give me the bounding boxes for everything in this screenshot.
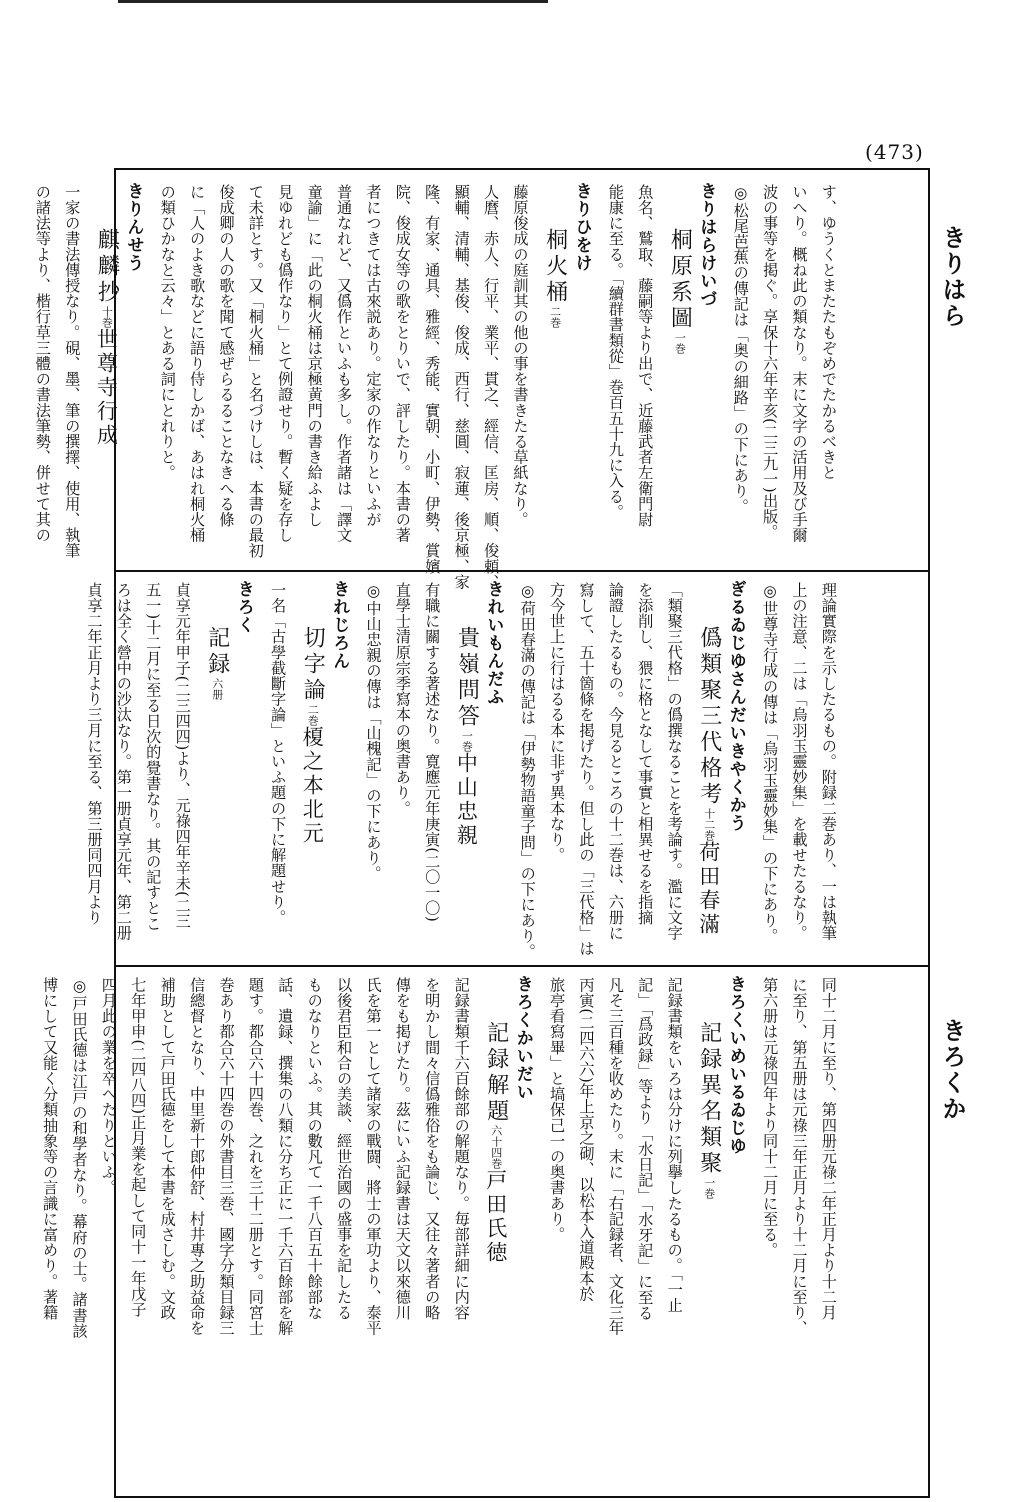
text-line: 以後君臣和合の美談、經世治國の盛事を記したる [335, 977, 354, 1321]
entry-title: 記録 [204, 626, 230, 678]
running-head-bottom: きろくか [938, 1018, 967, 1122]
text-line: ◎中山忠親の傳は「山槐記」の下にあり。 [364, 582, 383, 882]
text-line: 巻あり都合六十四巻の外書目三巻、國字分類目録三 [217, 977, 236, 1336]
text-line: 凡そ三百種を收めたり。末に「右記録者、文化三年 [606, 977, 625, 1336]
entry-volumes: 十巻 [100, 306, 114, 328]
entry-reading: きりひをけ [571, 182, 592, 272]
text-line: ろは全く營中の沙汰なり。第一册貞享元年、第二册 [114, 582, 133, 941]
text-line: 一家の書法傳授なり。硯、墨、筆の撰擇、使用、執筆 [63, 184, 82, 559]
text-line: 貞享二年正月より三月に至る、第三册同四月より [85, 582, 104, 926]
entry-title: 切字論 [300, 626, 326, 704]
text-line: 普通なれど、又僞作といふも多し。作者諸は「譯文 [335, 184, 354, 543]
text-line: 有職に關する著述なり。寛應元年庚寅(二〇一〇) [423, 582, 442, 923]
text-line: 題す。都合六十四巻、之れを三十二册とす。同宮士 [246, 977, 265, 1336]
entry-heading [540, 228, 571, 328]
entry-reading: きれじろん [329, 580, 350, 670]
text-line: 寫して、五十箇條を掲げたり。但し此の「三代格」は [577, 582, 596, 957]
text-line: 波の事等を掲ぐ。享保十六年辛亥(二三九一)出版。 [761, 184, 780, 540]
text-line: 記録書類をいろは分けに列擧したるもの。「一止 [665, 977, 684, 1313]
text-line: ◎戸田氏德は江戸の和學者なり。幕府の士。諸書該 [70, 977, 89, 1339]
entry-volumes: 二巻 [306, 704, 320, 726]
entry-author: 世尊寺行成 [94, 328, 119, 448]
text-line: 一名「古學截斷字論」といふ題の下に解題せり。 [269, 582, 288, 926]
text-line: て未詳とす。又「桐火桶」と名づけしは、本書の最初 [246, 184, 265, 559]
text-line: 隆、有家、通具、雅經、秀能、實朝、小町、伊勢、賞嬪 [423, 184, 442, 574]
entry-volumes: 一巻 [673, 332, 687, 354]
text-line: 方今世上に行はるる本に非ず異本なり。 [548, 582, 567, 863]
entry-heading [91, 228, 122, 448]
entry-volumes: 二巻 [548, 306, 562, 328]
entry-title: 麒麟抄 [94, 228, 120, 306]
text-line: 童諭」に「此の桐火桶は京極黄門の書き給ふよし [305, 184, 324, 528]
entry-reading: きりはらけいづ [696, 182, 717, 308]
entry-heading [297, 626, 328, 846]
text-line: 者につきては古來説あり。定家の作なりといふが [364, 184, 383, 528]
text-line: 補助として戸田氏德をして本書を成さしむ。文政 [158, 977, 177, 1321]
text-line: 顯輔、清輔、基俊、俊成、西行、慈圓、寂蓮、後京極、家 [452, 184, 471, 590]
text-line: 藤原俊成の庭訓其の他の事を書きたる草紙なり。 [511, 184, 530, 528]
entry-heading [202, 626, 233, 700]
text-line: 貞享元年甲子(二三四四)より、元祿四年辛未(二三 [173, 582, 192, 929]
page-number: (473) [865, 140, 924, 164]
text-line: 四月此の業を卒へたりといふ。 [99, 977, 118, 1196]
text-line: 記」「爲政録」等より「水日記」「水牙記」に至る [636, 977, 655, 1321]
entry-reading: きりんせう [123, 182, 144, 272]
text-line: ◎松尾芭蕉の傳記は「奥の細路」の下にあり。 [731, 184, 750, 515]
text-line: 見ゆれども僞作なり」とて例證せり。暫く疑を存し [276, 184, 295, 543]
entry-volumes: 六十四巻 [489, 1125, 503, 1169]
entry-author: 戸田氏徳 [483, 1169, 508, 1265]
text-line: 能康に至る。「續群書類從」巻百五十九に入る。 [606, 184, 625, 520]
entry-title: 貴嶺問答 [454, 626, 480, 730]
text-line: ◎世尊寺行成の傳は「烏羽玉靈妙集」の下にあり。 [761, 582, 780, 944]
text-line: 上の注意、二は「烏羽玉靈妙集」を載せたるなり。 [790, 582, 809, 941]
text-line: 魚名、鷲取、藤嗣等より出で、近藤武者左衛門尉 [636, 184, 655, 528]
section-divider-1 [114, 570, 930, 572]
text-line: 傳をも掲げたり。茲にいふ記録書は天文以來德川 [393, 977, 412, 1321]
entry-heading [664, 228, 695, 354]
text-line: 旅亭看寫畢」と塙保己一の奥書あり。 [548, 977, 567, 1243]
text-line: の諸法等より、楷行草三體の書法筆勢、併せて其の [33, 184, 52, 543]
entry-heading [694, 1021, 725, 1199]
text-line: に至り、第五册は元祿三年正月より十二月に至り、 [790, 977, 809, 1336]
text-line: 氏を第一として諸家の戰闘、將士の軍功より、泰平 [364, 977, 383, 1336]
text-line: を明かし間々信僞雅俗をも論じ、又往々著者の略 [423, 977, 442, 1321]
text-line: 院、俊成女等の歌をとりいで、評したり。本書の著 [393, 184, 412, 543]
text-line: 第六册は元祿四年より同十二月に至る。 [761, 977, 780, 1258]
text-line: 論證したるもの。今見るところの十二巻は、六册に [606, 582, 625, 941]
text-line: 「類聚三代格」の僞撰なることを考論す。濫に文字 [665, 582, 684, 941]
entry-reading: ぎるゐじゆさんだいきやくかう [725, 580, 746, 832]
entry-title: 記録異名類聚 [696, 1021, 722, 1177]
text-line: 直學士清原宗季寫本の奥書あり。 [393, 582, 412, 816]
entry-reading: きろく [233, 580, 254, 634]
entry-heading [451, 626, 482, 848]
text-line: 同十二月に至り、第四册元祿二年正月より十二月 [819, 977, 838, 1321]
text-line: 人麿、赤人、行平、業平、貫之、經信、匡房、順、俊頼、 [482, 184, 501, 590]
entry-title: 桐火桶 [542, 228, 568, 306]
text-line: ◎荷田春滿の傳記は「伊勢物語童子問」の下にあり。 [518, 582, 537, 960]
entry-author: 荷田春滿 [696, 841, 721, 937]
entry-volumes: 一巻 [702, 1177, 716, 1199]
text-line: ものなりといふ。其の數凡て一千八百五十餘部な [305, 977, 324, 1321]
text-line: す、ゆうくとまたたもぞめでたかるべきと [819, 184, 838, 481]
text-line: 七年甲申(二四八四)正月業を起して同十一年戊子 [129, 977, 148, 1318]
text-line: 記録書類千六百餘部の解題なり。毎部詳細に内容 [452, 977, 471, 1321]
text-line: 信總督となり、中里新十郎仲舒、村井專之助益命を [188, 977, 207, 1336]
text-line: 俊成卿の人の歌を聞て感ぜらるることなきへる條 [217, 184, 236, 528]
text-line: の類ひかなと云々」とある詞にとれりと。 [158, 184, 177, 481]
entry-author: 中山忠親 [454, 752, 479, 848]
entry-title: 僞類聚三代格考 [696, 626, 722, 808]
entry-heading [694, 626, 725, 937]
text-line: を添削し、猥に格となして事實と相異せるを指摘 [636, 582, 655, 926]
entry-author: 榎之本北元 [300, 726, 325, 846]
entry-volumes: 一巻 [460, 730, 474, 752]
entry-reading: きろくかいだい [512, 975, 533, 1101]
entry-title: 桐原系圖 [667, 228, 693, 332]
entry-volumes: 十二巻 [702, 808, 716, 841]
text-line: いへり。概ね此の類なり。末に文字の活用及び手爾 [790, 184, 809, 543]
entry-reading: きれいもんだふ [483, 580, 504, 706]
entry-heading [481, 1021, 512, 1265]
text-line: 丙寅(二四六六)年上京之砌、以松本入道殿本於 [577, 977, 596, 1302]
text-line: に「人のよき歌などに語り侍しかば、あはれ桐火桶 [188, 184, 207, 543]
entry-title: 記録解題 [483, 1021, 509, 1125]
entry-reading: きろくいめいるゐじゆ [725, 975, 746, 1155]
entry-volumes: 六册 [210, 678, 224, 700]
text-line: 五一)十二月に至る日次的覺書なり。其の記すとこ [144, 582, 163, 932]
top-rule [118, 0, 548, 3]
running-head-top: きりはら [938, 225, 967, 329]
text-line: 話、遺録、撰集の八類に分ち正に一千六百餘部を解 [276, 977, 295, 1336]
text-line: 理論實際を示したるもの。附録二巻あり、一は執筆 [819, 582, 838, 941]
text-line: 博にして又能く分類抽象等の言識に富めり。著籍 [41, 977, 60, 1321]
section-divider-2 [114, 965, 930, 967]
